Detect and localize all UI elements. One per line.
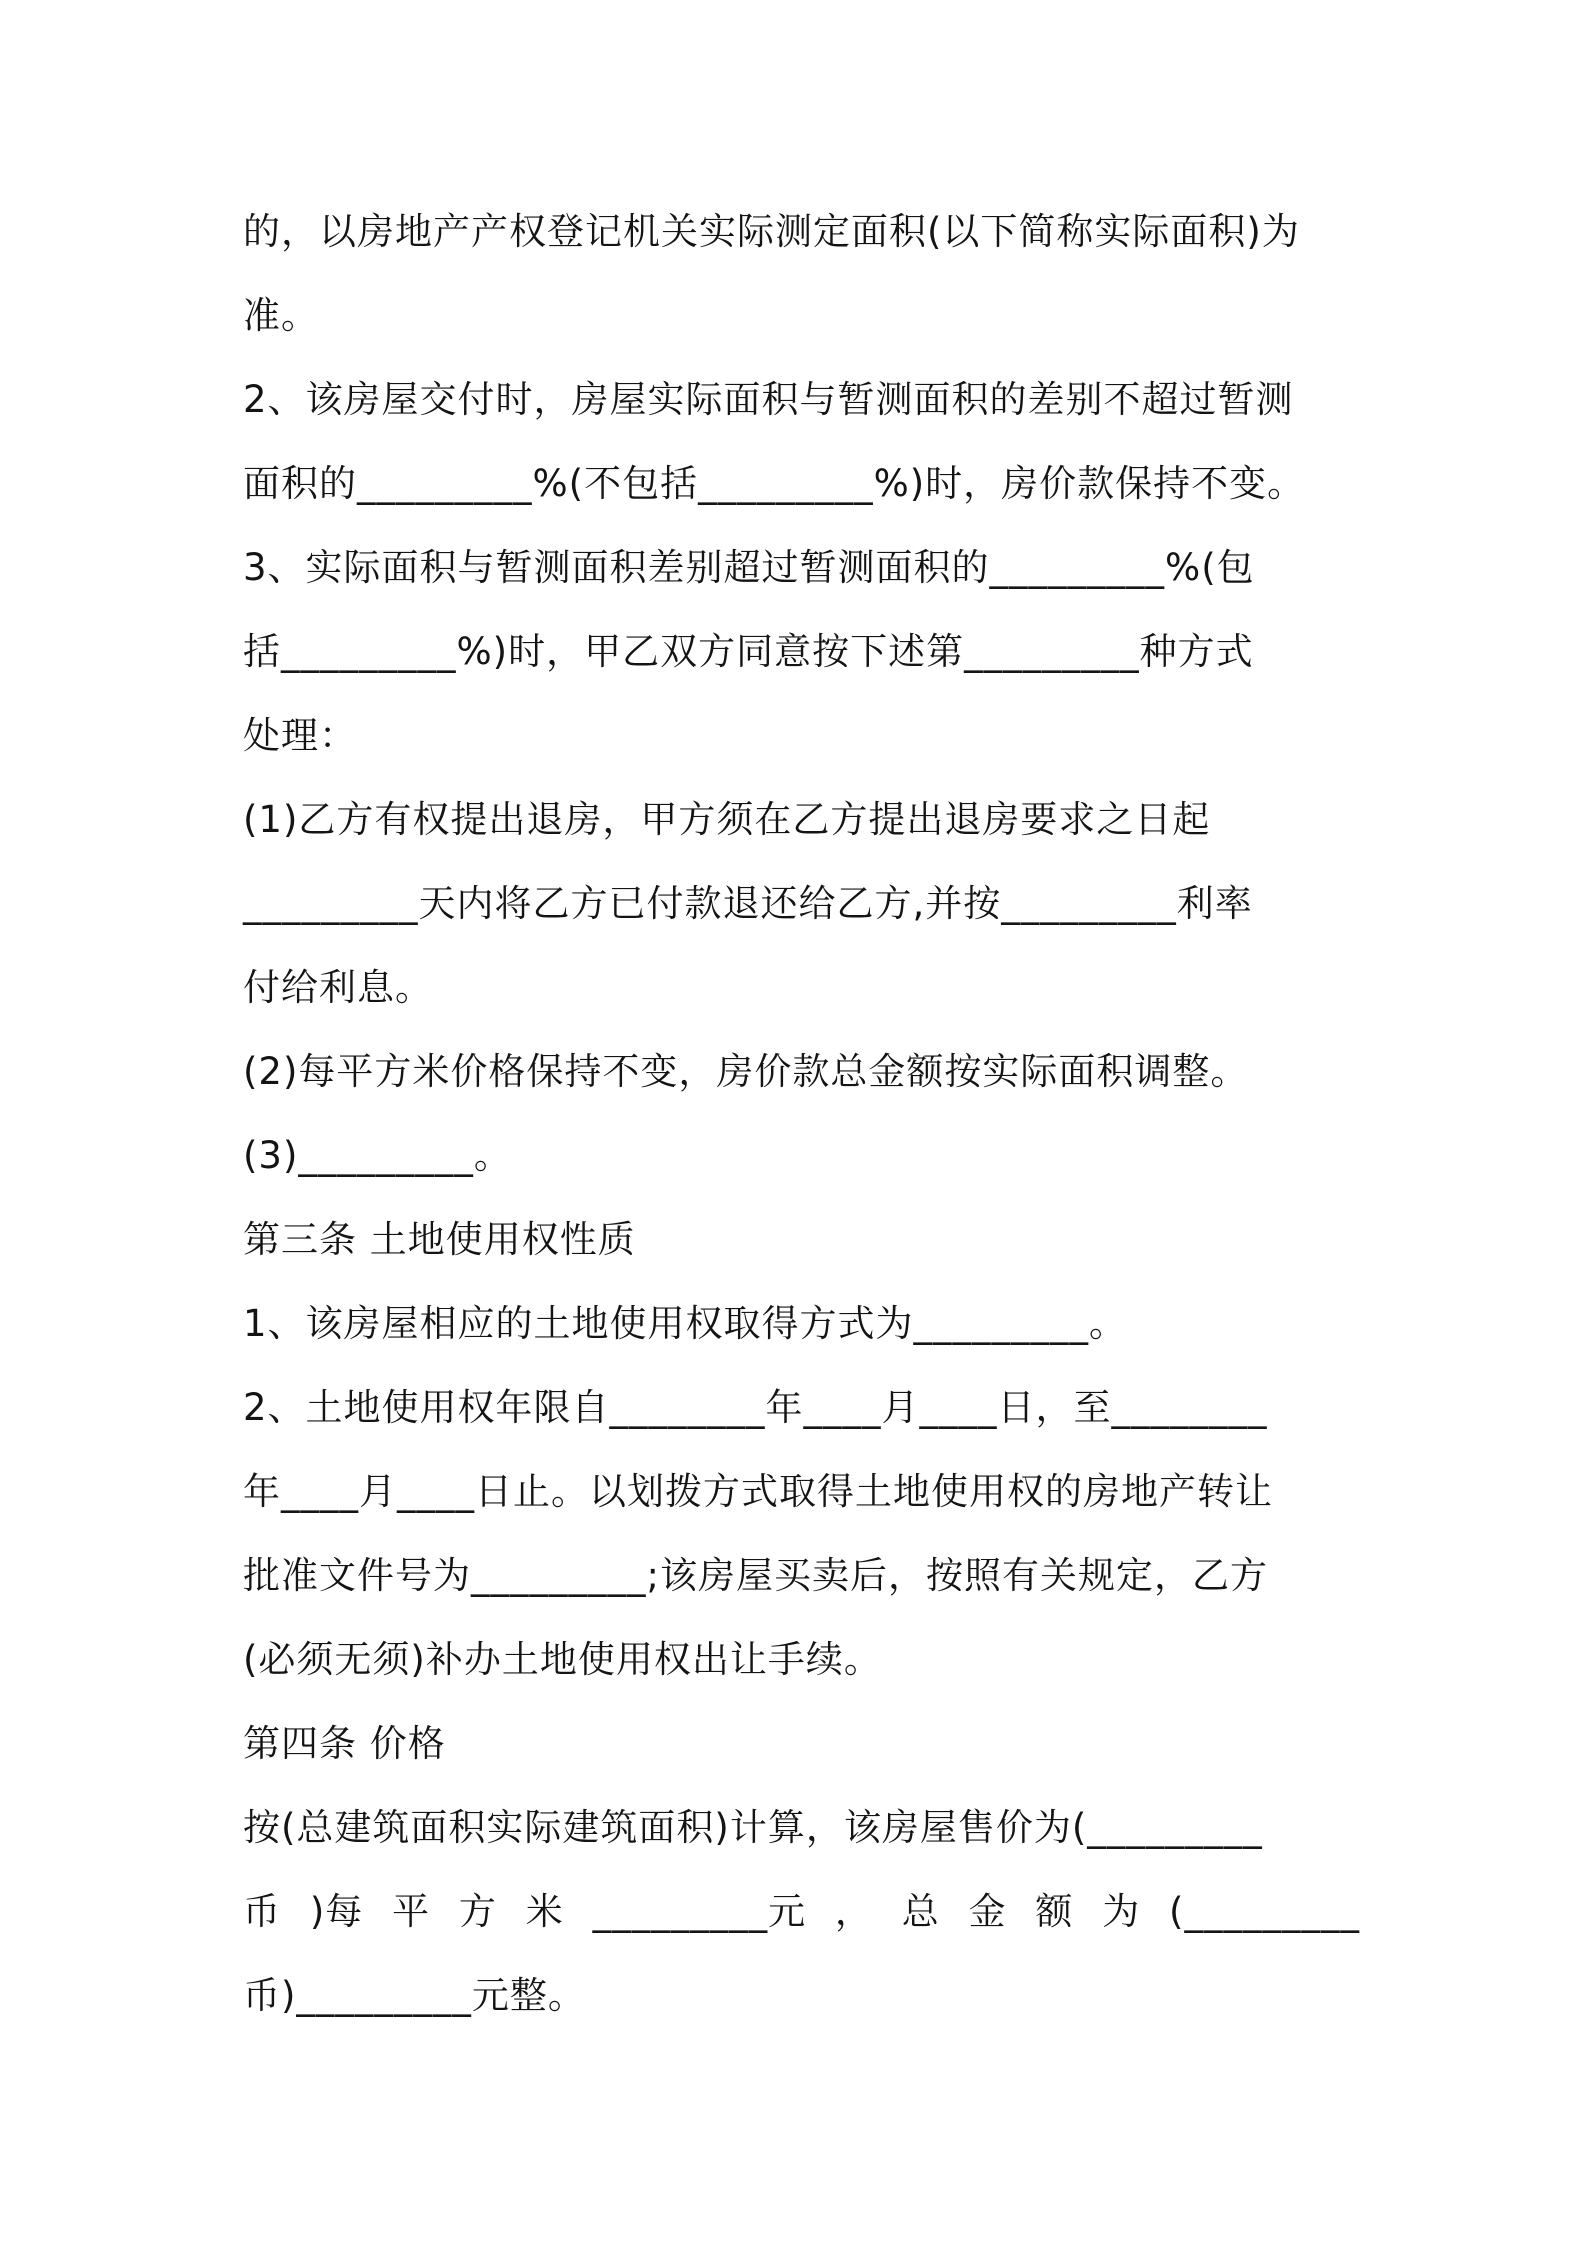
text-line: (2)每平方米价格保持不变，房价款总金额按实际面积调整。 <box>243 1050 1249 1093</box>
text-line: 2、该房屋交付时，房屋实际面积与暂测面积的差别不超过暂测 <box>243 378 1294 421</box>
text-line: 按(总建筑面积实际建筑面积)计算，该房屋售价为(_________ <box>243 1806 1263 1849</box>
text-line: 面积的_________%(不包括_________%)时，房价款保持不变。 <box>243 462 1306 505</box>
spaced-word: 平 <box>392 1890 431 1933</box>
spaced-word: ， <box>834 1890 873 1933</box>
text-line: 处理： <box>243 714 357 757</box>
spaced-word: 总 <box>901 1890 940 1933</box>
contract-body-text <box>243 190 1360 2038</box>
text-line: 3、实际面积与暂测面积差别超过暂测面积的_________%(包 <box>243 546 1255 589</box>
text-line: 的，以房地产产权登记机关实际测定面积(以下简称实际面积)为 <box>243 210 1300 253</box>
spaced-word: 币 <box>243 1890 281 1933</box>
text-line-spaced <box>243 1870 1360 1954</box>
text-line: 付给利息。 <box>243 966 433 1009</box>
spaced-word: 米 <box>525 1890 564 1933</box>
text-line: (3)_________。 <box>243 1134 512 1177</box>
text-line: (1)乙方有权提出退房，甲方须在乙方提出退房要求之日起 <box>243 798 1211 841</box>
text-line: 1、该房屋相应的土地使用权取得方式为_________。 <box>243 1302 1128 1345</box>
spaced-word: (_________ <box>1169 1890 1360 1933</box>
spaced-word: 额 <box>1035 1890 1074 1933</box>
text-line: 2、土地使用权年限自________年____月____日，至________ <box>243 1386 1268 1429</box>
text-line: 批准文件号为_________;该房屋买卖后，按照有关规定，乙方 <box>243 1554 1268 1597</box>
spaced-word: )每 <box>309 1890 364 1933</box>
text-line: (必须无须)补办土地使用权出让手续。 <box>243 1638 882 1681</box>
text-line: 币)_________元整。 <box>243 1974 586 2017</box>
section-heading: 第四条 价格 <box>243 1722 446 1765</box>
text-line: 准。 <box>243 294 319 337</box>
spaced-word: _________元 <box>592 1890 807 1933</box>
spaced-word: 方 <box>458 1890 497 1933</box>
text-line: 括_________%)时，甲乙双方同意按下述第_________种方式 <box>243 630 1254 673</box>
spaced-word: 为 <box>1102 1890 1141 1933</box>
spaced-word: 金 <box>968 1890 1007 1933</box>
section-heading: 第三条 土地使用权性质 <box>243 1218 636 1261</box>
text-line: 年____月____日止。以划拨方式取得土地使用权的房地产转让 <box>243 1470 1273 1513</box>
text-line: _________天内将乙方已付款退还给乙方,并按_________利率 <box>243 882 1253 925</box>
